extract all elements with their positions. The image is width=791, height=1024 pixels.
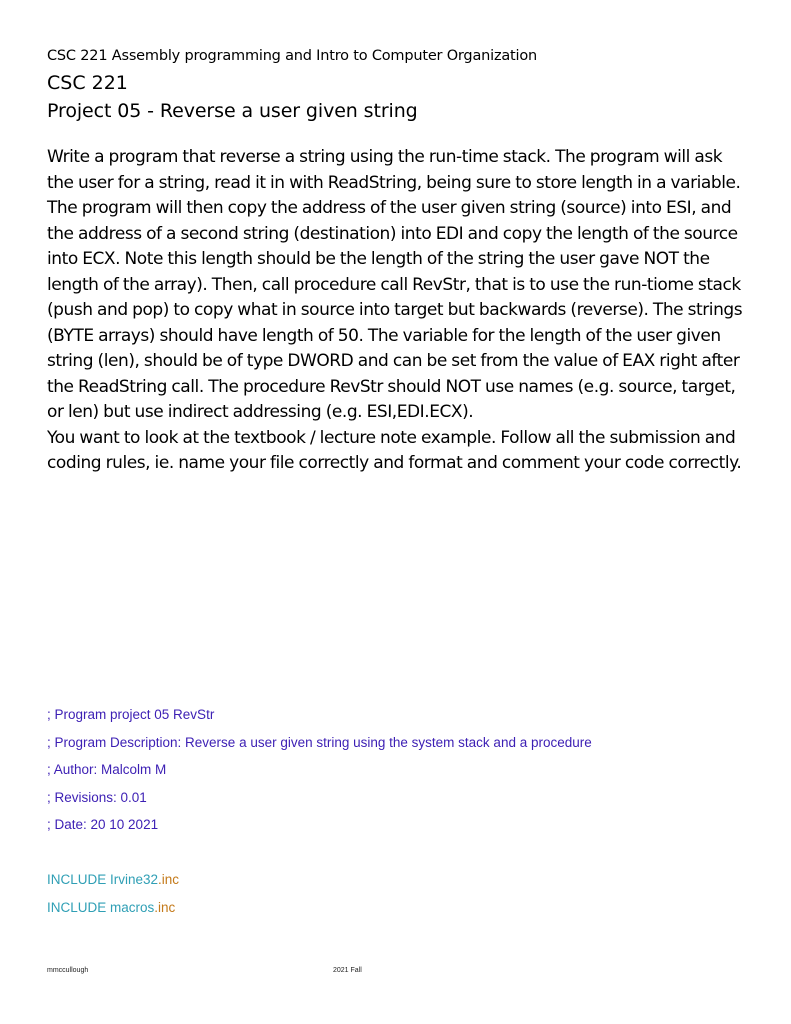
project-title: Project 05 - Reverse a user given string [47, 100, 418, 122]
footer-term: 2021 Fall [333, 967, 362, 974]
footer-author: mmccullough [47, 967, 89, 974]
code-comment-program: ; Program project 05 RevStr [47, 707, 215, 722]
code-comment-date: ; Date: 20 10 2021 [47, 817, 159, 832]
include-irvine-keyword: INCLUDE Irvine32 [47, 872, 159, 887]
project-description [47, 145, 747, 477]
code-comment-description: ; Program Description: Reverse a user given string using the system stack and a procedure [47, 735, 592, 750]
code-include-irvine [47, 872, 179, 887]
code-comment-author: ; Author: Malcolm M [47, 762, 167, 777]
description-paragraph-followup: You want to look at the textbook / lecture note example. Follow all the submission and coding rules, ie. name your file correctly and format and comment your code correctly. [47, 427, 742, 473]
description-paragraph: Write a program that reverse a string using the run-time stack. The program will ask the user for a string, read it in with ReadString, being sure to store length in a variable. The program will then copy the address of the user given string (source) into ESI, and the address of a second string (destination) into EDI and copy the length of the source into ECX. Note this length should be the length of the string the user gave NOT the length of the array). Then, call procedure call RevStr, that is to use the run-tiome stack (push and pop) to copy what in source into target but backwards (reverse). The strings (BYTE arrays) should have length of 50. The variable for the length of the user given string (len), should be of type DWORD and can be set from the value of EAX right after the ReadString call. The procedure RevStr should NOT use names (e.g. source, target, or len) but use indirect addressing (e.g. ESI,EDI.ECX). [47, 147, 743, 422]
include-macros-ext: .inc [154, 900, 176, 915]
include-irvine-ext: .inc [158, 872, 180, 887]
include-macros-keyword: INCLUDE macros [47, 900, 155, 915]
course-line: CSC 221 Assembly programming and Intro to Computer Organization [47, 48, 538, 64]
code-include-macros [47, 900, 175, 915]
course-code: CSC 221 [47, 72, 128, 94]
code-comment-revisions: ; Revisions: 0.01 [47, 790, 147, 805]
